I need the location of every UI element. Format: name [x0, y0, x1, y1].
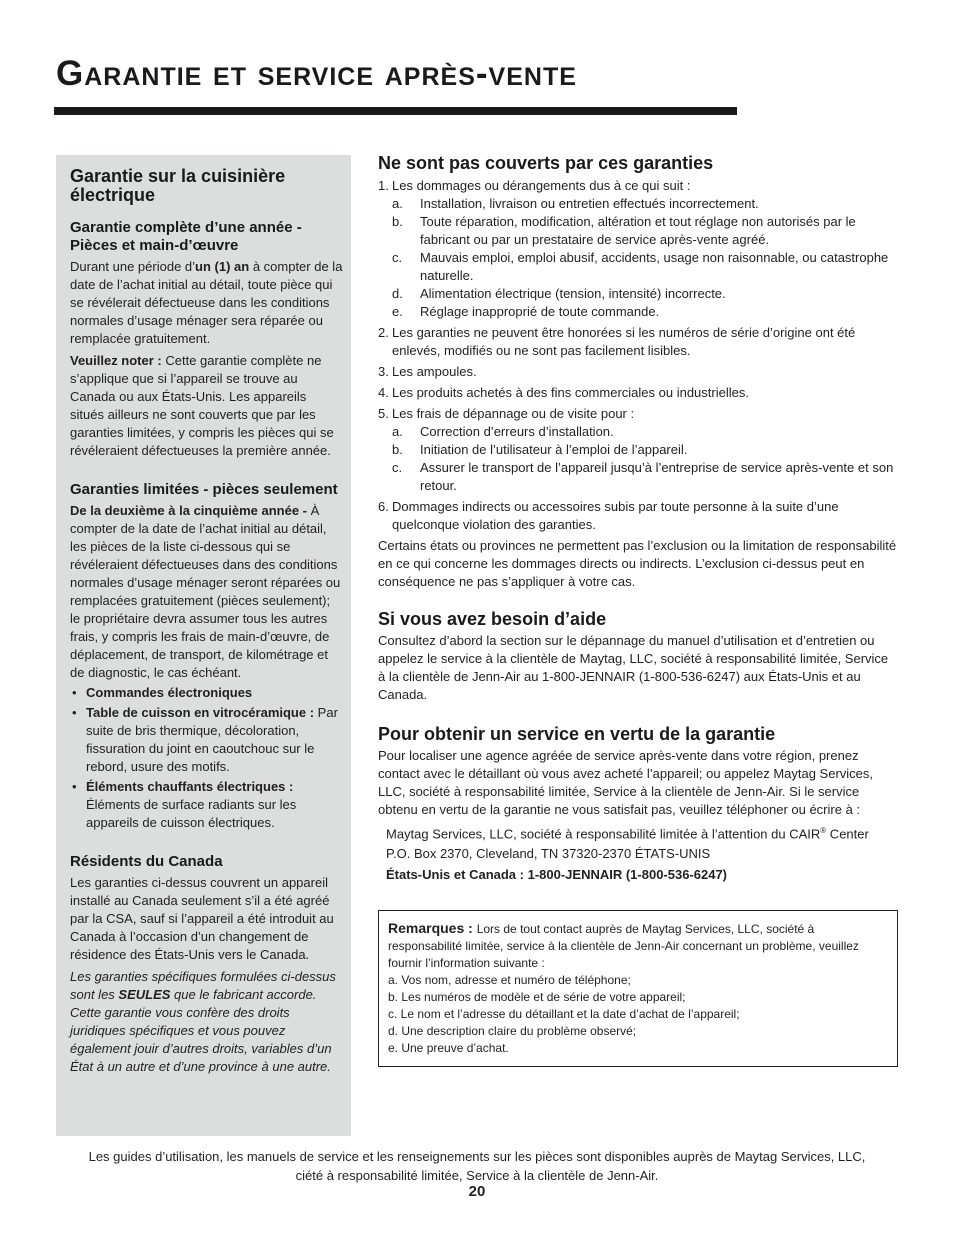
full-warranty-note: Veuillez noter : Cette garantie complète ne s’applique que si l’appareil se trouve au Canada ou aux États-Unis. Les appareils situés ailleurs ne sont couverts que par les garanties limitées, y compris les pièces qui se révéleraient défectueuses la première année. — [70, 353, 334, 458]
canada-heading: Résidents du Canada — [70, 853, 223, 870]
canada-text: Les garanties ci-dessus couvrent un appareil installé au Canada seulement s’il a été agréé par la CSA, sauf si l’appareil a été introduit au Canada à l’occasion d’un changement de résidence des États-Unis vers le Canada. — [70, 875, 334, 962]
title-rule — [54, 107, 737, 115]
list-item: 1. Les dommages ou dérangements dus à ce qui suit : a. Installation, livraison ou entretien effectués incorrectement. b. Toute réparation, modification, altération et tout réglage non autorisés par le fabricant ou par un prestataire de service après-vente agréé. c. Mauvais emploi, emploi abusif, accidents, usage non raisonnable, ou catastrophe naturelle. d. Alimentation électrique (tension, intensité) incorrecte. e. Réglage inapproprié de toute commande. — [378, 177, 898, 321]
full-warranty-heading: Garantie complète d’une année - Pièces et main-d’œuvre — [70, 219, 302, 254]
covered-parts-list — [70, 684, 343, 832]
list-item: 4. Les produits achetés à des fins commerciales ou industrielles. — [378, 385, 749, 400]
limited-warranty-text: De la deuxième à la cinquième année - À compter de la date de l’achat initial au détail, les pièces de la liste ci-dessous qui se révéleraient défectueuses dans des conditions normales d’usage ménager seront réparées ou remplacées gratuitement (pièces seulement); le propriétaire devra assumer tous les autres frais, y compris les frais de main-d’œuvre, de déplacement, de transport, de kilométrage et de diagnostic, le cas échéant. — [70, 503, 341, 680]
page-number: 20 — [468, 1183, 486, 1200]
warranty-details — [378, 150, 898, 884]
list-item: • Commandes électroniques — [70, 684, 343, 702]
page-title: Garantie et service après-vente — [56, 54, 577, 93]
service-text: Pour localiser une agence agréée de service après-vente dans votre région, prenez contact avec le détaillant où vous avez acheté l’appareil; ou appelez Maytag Services, LLC, société à responsabilité limitée, Service à la clientèle de Jenn-Air. Si le service obtenu en vertu de la garantie ne vous satisfait pas, veuillez téléphoner ou écrire à : — [378, 748, 874, 817]
notes-box — [378, 910, 898, 1067]
help-heading: Si vous avez besoin d’aide — [378, 609, 607, 629]
list-item: d. Une description claire du problème observé; — [388, 1024, 637, 1038]
warranty-sidebar — [56, 155, 351, 1136]
footer-line: Les guides d’utilisation, les manuels de service et les renseignements sur les pièces sont disponibles auprès de Maytag Services, LLC, — [88, 1149, 866, 1164]
service-address-line1: Maytag Services, LLC, société à responsabilité limitée à l’attention du CAIR® Center — [386, 826, 869, 842]
limited-warranty-heading: Garanties limitées - pièces seulement — [70, 481, 338, 498]
footer-note — [60, 1147, 894, 1185]
list-item: • Éléments chauffants électriques : Éléments de surface radiants sur les appareils de cuisson électriques. — [70, 778, 343, 832]
full-warranty-text: Durant une période d’un (1) an à compter de la date de l’achat initial au détail, toute pièce qui se révélerait défectueuse dans les conditions normales d’usage ménager sera réparée ou remplacée gratuitement. — [70, 259, 343, 346]
list-item: e. Réglage inapproprié de toute commande. — [392, 304, 660, 319]
exclusions-list — [378, 177, 898, 534]
list-item: b. Initiation de l’utilisateur à l’emploi de l’appareil. — [392, 442, 688, 457]
list-item: a. Vos nom, adresse et numéro de téléphone; — [388, 973, 631, 987]
list-item: • Table de cuisson en vitrocéramique : Par suite de bris thermique, décoloration, fissuration du joint en caoutchouc sur le rebord, usure des motifs. — [70, 704, 343, 776]
list-item: d. Alimentation électrique (tension, intensité) incorrecte. — [392, 286, 726, 301]
list-item: 5. Les frais de dépannage ou de visite pour : a. Correction d’erreurs d’installation. b. Initiation de l’utilisateur à l’emploi de l’appareil. c. Assurer le transport de l’appareil jusqu’à l’entreprise de service après-vente et son retour. — [378, 405, 898, 495]
exclusions-closing: Certains états ou provinces ne permettent pas l’exclusion ou la limitation de responsabilité en ce qui concerne les dommages directs ou indirects. L’exclusion ci-dessus peut en conséquence ne pas s’appliquer à votre cas. — [378, 538, 897, 589]
service-phone: États-Unis et Canada : 1-800-JENNAIR (1-800-536-6247) — [386, 867, 728, 883]
list-item: c. Assurer le transport de l’appareil jusqu’à l’entreprise de service après-vente et son retour. — [392, 460, 894, 493]
list-item: a. Installation, livraison ou entretien effectués incorrectement. — [392, 196, 759, 211]
list-item: c. Le nom et l’adresse du détaillant et la date d’achat de l’appareil; — [388, 1007, 740, 1021]
list-item: 3. Les ampoules. — [378, 364, 477, 379]
list-item: c. Mauvais emploi, emploi abusif, accidents, usage non raisonnable, ou catastrophe naturelle. — [392, 250, 889, 283]
list-item: 2. Les garanties ne peuvent être honorées si les numéros de série d’origine ont été enlevés, modifiés ou ne sont pas facilement lisibles. — [378, 325, 856, 358]
list-item: 6. Dommages indirects ou accessoires subis par toute personne à la suite d’une quelconque violation des garanties. — [378, 499, 839, 532]
service-address-line2: P.O. Box 2370, Cleveland, TN 37320-2370 ÉTATS-UNIS — [386, 846, 711, 862]
list-item: e. Une preuve d’achat. — [388, 1041, 509, 1055]
service-heading: Pour obtenir un service en vertu de la garantie — [378, 724, 776, 744]
list-item: a. Correction d’erreurs d’installation. — [392, 424, 614, 439]
list-item: b. Toute réparation, modification, altération et tout réglage non autorisés par le fabricant ou par un prestataire de service après-vente agréé. — [392, 214, 856, 247]
exclusions-heading: Ne sont pas couverts par ces garanties — [378, 153, 714, 173]
help-text: Consultez d’abord la section sur le dépannage du manuel d’utilisation et d’entretien ou appelez le service à la clientèle de Maytag, LLC, société à responsabilité limitée, Service à la clientèle de Jenn-Air au 1-800-JENNAIR (1-800-536-6247) aux États-Unis et au Canada. — [378, 633, 889, 702]
notes-intro: Remarques : Lors de tout contact auprès de Maytag Services, LLC, société à responsabilité limitée, service à la clientèle de Jenn-Air concernant un problème, veuillez fournir l’information suivante : — [388, 920, 859, 970]
legal-rights-text: Les garanties spécifiques formulées ci-dessus sont les SEULES que le fabricant accorde. Cette garantie vous confère des droits juridiques spécifiques et vous pouvez également jouir d’autres droits, variables d’un État à un autre et d’une province à une autre. — [70, 969, 336, 1074]
list-item: b. Les numéros de modèle et de série de votre appareil; — [388, 990, 686, 1004]
footer-line: ciété à responsabilité limitée, Service à la clientèle de Jenn-Air. — [295, 1168, 659, 1183]
warranty-heading: Garantie sur la cuisinière électrique — [70, 166, 286, 205]
